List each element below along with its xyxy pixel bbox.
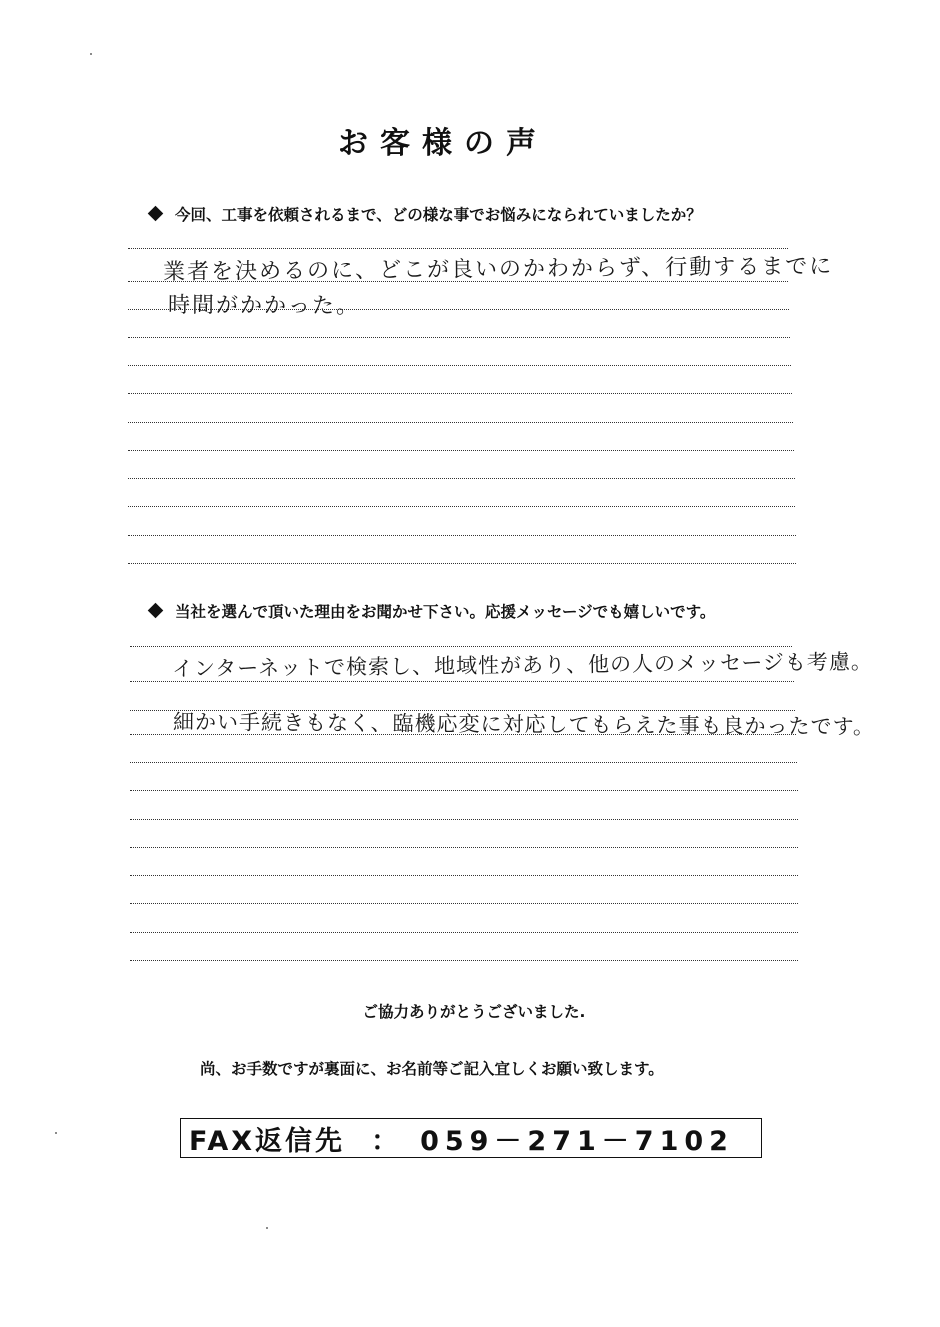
question-1-label: 今回、工事を依頼されるまで、どの様な事でお悩みになられていましたか？ [175,206,702,224]
answer-2-line-1: インターネットで検索し、地域性があり、他の人のメッセージも考慮。 [171,649,873,681]
answer-1-line-2: 時間がかかった。 [167,293,361,320]
answer-1-line-1: 業者を決めるのに、どこが良いのかわからず、行動するまでに [162,254,834,285]
fax-box [180,1118,762,1158]
bullet-diamond-icon [148,603,164,619]
ruled-line [130,875,798,876]
ruled-line [128,563,796,564]
ruled-line [128,535,796,536]
ruled-line [130,903,798,904]
thanks-message: ご協力ありがとうございました. [362,1003,586,1021]
question-2-label: 当社を選んで頂いた理由をお聞かせ下さい。応援メッセージでも嬉しいです。 [175,603,716,621]
scan-speck [90,53,92,55]
ruled-line [128,422,793,423]
ruled-line [128,365,791,366]
fax-number: 059－271－7102 [420,1125,734,1157]
ruled-line [130,819,798,820]
fax-label: FAX返信先 [189,1125,346,1157]
ruled-line [128,450,794,451]
ruled-line [130,960,798,961]
bullet-diamond-icon [148,206,164,222]
scan-speck [266,1227,268,1229]
ruled-line [128,506,795,507]
ruled-line [128,248,788,249]
scan-speck [55,1132,57,1134]
ruled-line [130,847,798,848]
answer-2-line-2: 細かい手続きもなく、臨機応変に対応してもらえた事も良かったです。 [172,710,875,739]
note-message: 尚、お手数ですが裏面に、お名前等ご記入宜しくお願い致します。 [200,1060,664,1078]
ruled-line [128,337,790,338]
ruled-line [128,478,795,479]
ruled-line [128,393,792,394]
question-1 [150,203,702,225]
question-2 [150,600,715,622]
ruled-line [130,762,797,763]
fax-separator: ： [371,1125,399,1157]
ruled-line [130,790,798,791]
ruled-line [130,932,798,933]
form-title: お客様の声 [338,126,548,161]
